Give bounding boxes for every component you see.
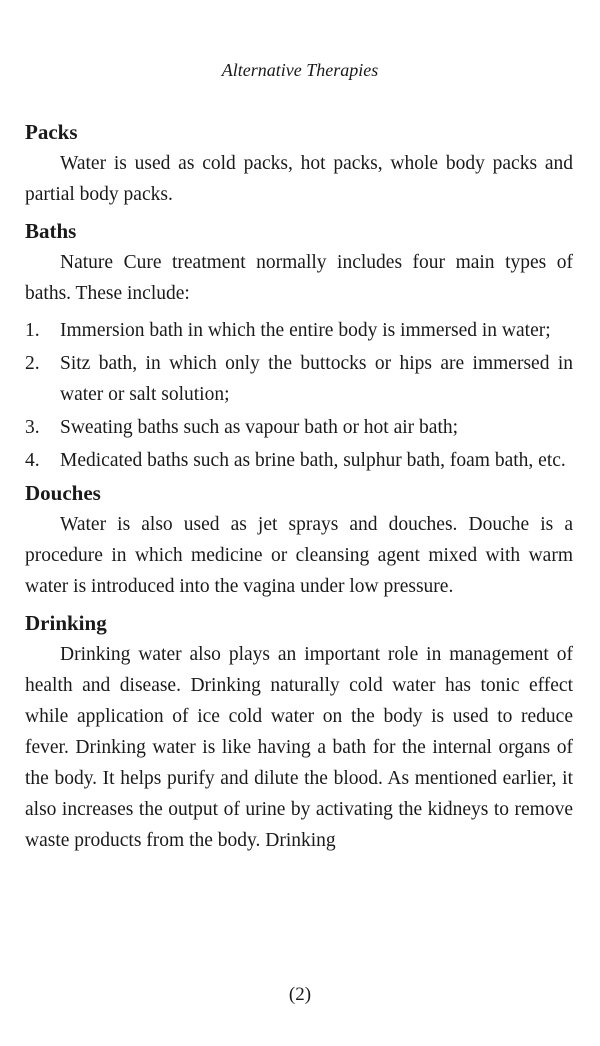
list-item — [25, 445, 573, 476]
list-item-number: 4. — [25, 450, 40, 471]
section-baths — [25, 216, 573, 476]
section-heading-drinking: Drinking — [25, 611, 107, 635]
list-item-number: 3. — [25, 417, 40, 438]
list-item — [25, 315, 573, 346]
paragraph-packs: Water is used as cold packs, hot packs, whole body packs and partial body packs. — [25, 153, 573, 205]
section-packs — [25, 117, 573, 210]
paragraph-douches: Water is also used as jet sprays and douches. Douche is a procedure in which medicine or cleansing agent mixed with warm water is introduced into the vagina under low pressure. — [25, 514, 573, 597]
list-item-text: Medicated baths such as brine bath, sulphur bath, foam bath, etc. — [60, 450, 566, 471]
page-body — [25, 117, 573, 862]
list-item-number: 1. — [25, 320, 40, 341]
list-item-text: Immersion bath in which the entire body is immersed in water; — [60, 320, 551, 341]
list-item — [25, 348, 573, 410]
list-item-text: Sweating baths such as vapour bath or hot air bath; — [60, 417, 459, 438]
section-heading-packs: Packs — [25, 120, 78, 144]
list-item — [25, 412, 573, 443]
running-head: Alternative Therapies — [221, 60, 379, 80]
section-douches — [25, 478, 573, 602]
section-heading-baths: Baths — [25, 219, 77, 243]
list-item-text: Sitz bath, in which only the buttocks or hips are immersed in water or salt solution; — [60, 353, 573, 405]
paragraph-drinking: Drinking water also plays an important role in management of health and disease. Drinking naturally cold water has tonic effect while application of ice cold water on the body is used to reduce fever. Drinking water is like having a bath for the internal organs of the body. It helps purify and dilute the blood. As mentioned earlier, it also increases the output of urine by activating the kidneys to remove waste products from the body. Drinking — [25, 644, 573, 851]
list-item-number: 2. — [25, 353, 40, 374]
baths-list — [25, 315, 573, 476]
section-drinking — [25, 608, 573, 856]
section-heading-douches: Douches — [25, 481, 101, 505]
paragraph-baths: Nature Cure treatment normally includes four main types of baths. These include: — [25, 252, 573, 304]
page-number: (2) — [288, 984, 312, 1005]
